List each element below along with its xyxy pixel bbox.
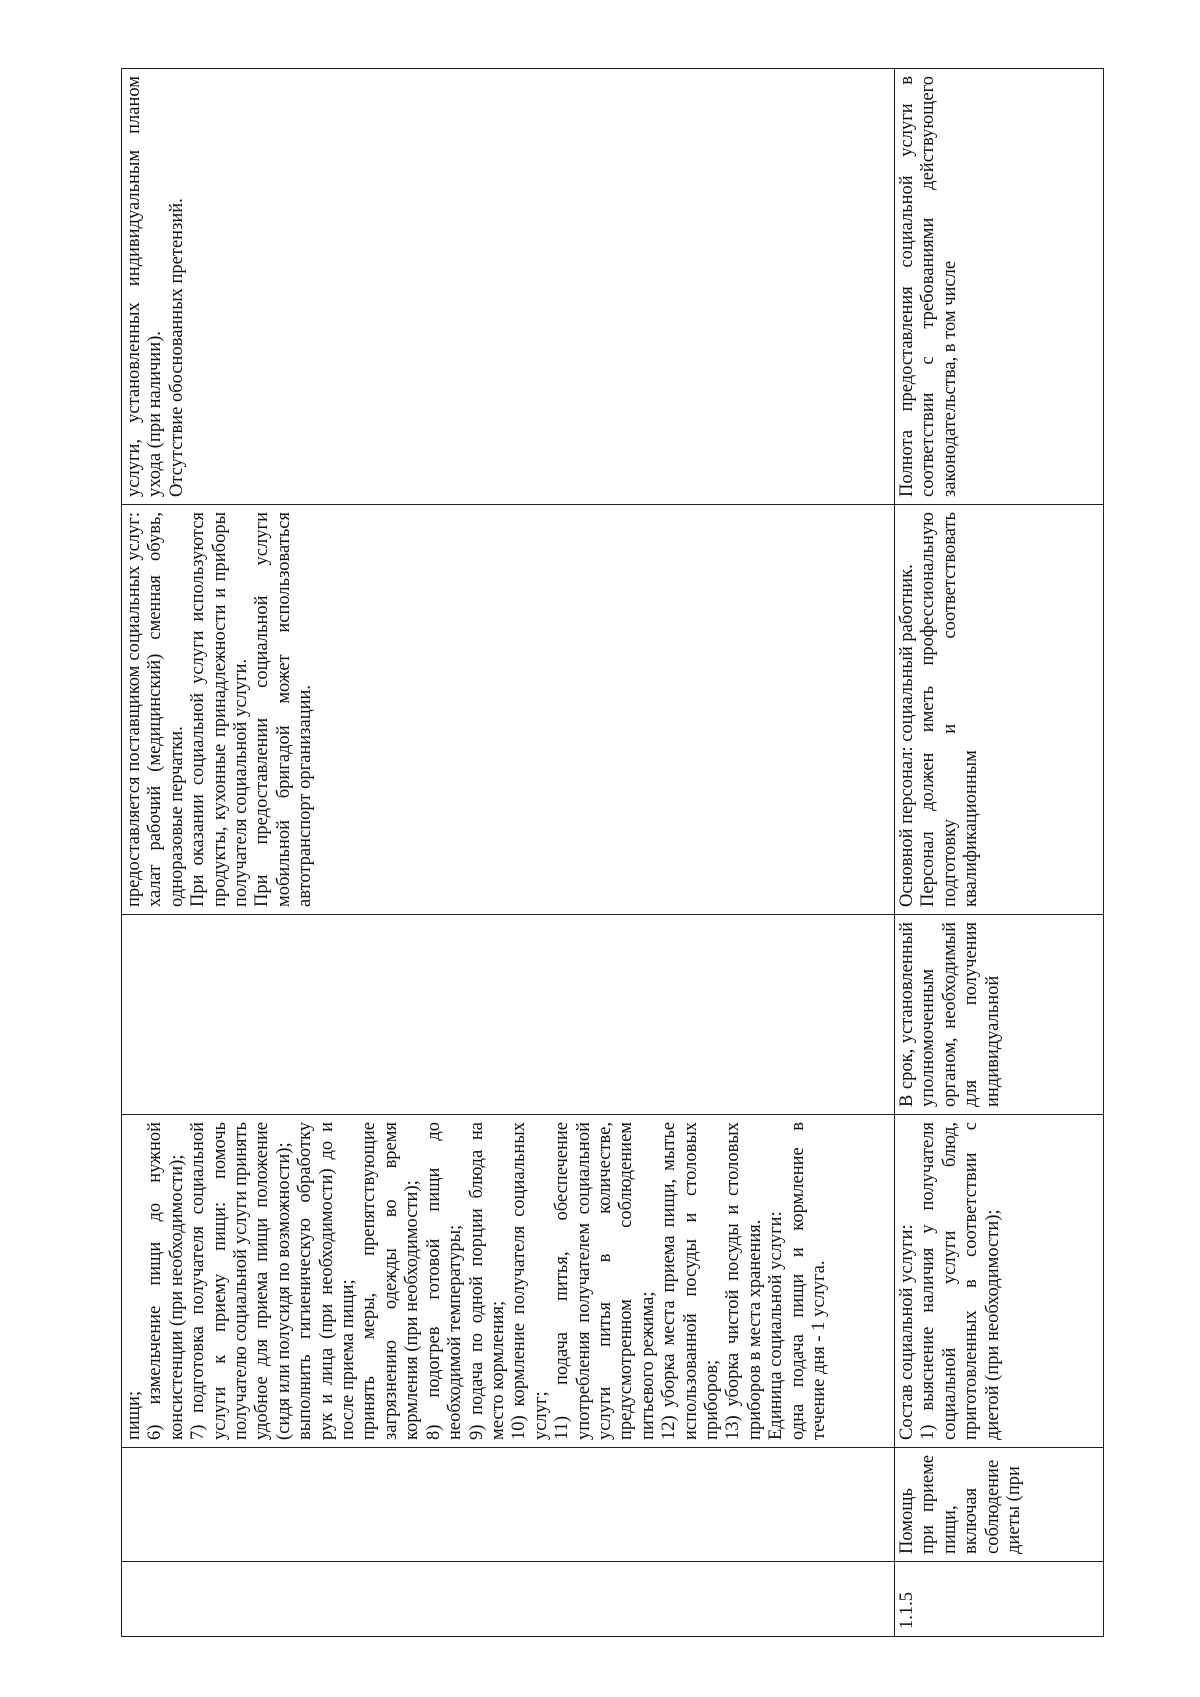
services-table xyxy=(121,68,1104,1637)
conditions-line: Основной персонал: социальный работник. xyxy=(897,564,917,907)
description-line: 11) подача питья, обеспечение употребления получателем социальной услуги питья в количестве, предусмотренном соблюдением питьевого режима; xyxy=(552,1122,658,1440)
description-line: 13) уборка чистой посуды и столовых приборов в места хранения. xyxy=(723,1122,765,1440)
service-name-cell: Помощь при приеме пищи, включая соблюдение диеты (при xyxy=(895,1448,1104,1562)
quality-line: услуги, установленных индивидуальным планом ухода (при наличии). xyxy=(124,76,166,497)
service-description-cell xyxy=(122,1115,895,1448)
quality-line: Отсутствие обоснованных претензий. xyxy=(166,198,187,497)
description-line: принять меры, препятствующие загрязнению одежды во время кормления (при необходимости); xyxy=(359,1122,423,1440)
description-line: Единица социальной услуги: xyxy=(766,1211,787,1440)
description-line: 7) подготовка получателя социальной услуги к приему пищи: помочь получателю социальной услуги принять удобное для приема пищи положение (сидя или полусидя по возможности); xyxy=(188,1122,294,1440)
description-line: 9) подача по одной порции блюда на место кормления; xyxy=(466,1122,508,1440)
conditions-line: Персонал должен иметь профессиональную подготовку и соответствовать квалификационным xyxy=(918,512,982,907)
description-line: одна подача пищи и кормление в течение дня - 1 услуга. xyxy=(787,1122,829,1440)
service-term-cell: В срок, установленный уполномоченным органом, необходимый для получения индивидуальной xyxy=(895,915,1104,1115)
service-description-cell xyxy=(895,1115,1104,1448)
row-number-cell: 1.1.5 xyxy=(895,1562,1104,1637)
service-name-cell xyxy=(122,1448,895,1562)
description-line: пищи; xyxy=(124,1390,144,1440)
table-row xyxy=(895,69,1104,1637)
conditions-line: При предоставлении социальной услуги мобильной бригадой может использоваться автотранспорт организации. xyxy=(252,512,316,907)
description-line: 8) подогрев готовой пищи до необходимой температуры; xyxy=(423,1122,466,1440)
service-conditions-cell xyxy=(122,505,895,915)
service-term-cell xyxy=(122,915,895,1115)
service-conditions-cell xyxy=(895,505,1104,915)
service-quality-cell xyxy=(122,69,895,505)
rotated-document-page xyxy=(121,60,1200,1657)
conditions-line: При оказании социальной услуги используются продукты, кухонные принадлежности и приборы получателя социальной услуги. xyxy=(188,512,252,907)
service-quality-cell: Полнота предоставления социальной услуги в соответствии с требованиями действующего законодательства, в том числе xyxy=(895,69,1104,505)
description-line: 6) измельчение пищи до нужной консистенции (при необходимости); xyxy=(145,1122,187,1440)
description-line: 12) уборка места приема пищи, мытье использованной посуды и столовых приборов; xyxy=(659,1122,722,1440)
row-number-cell xyxy=(122,1562,895,1637)
table-row xyxy=(122,69,895,1637)
conditions-line: предоставляется поставщиком социальных услуг: халат рабочий (медицинский) сменная обувь, одноразовые перчатки. xyxy=(124,512,187,907)
description-line: Состав социальной услуги: xyxy=(897,1224,917,1440)
description-line: 1) выяснение наличия у получателя социальной услуги блюд, приготовленных в соответствии с диетой (при необходимости); xyxy=(918,1122,1003,1440)
description-line: выполнить гигиеническую обработку рук и лица (при необходимости) до и после приема пищи; xyxy=(295,1122,359,1440)
description-line: 10) кормление получателя социальных услуг; xyxy=(509,1122,551,1440)
